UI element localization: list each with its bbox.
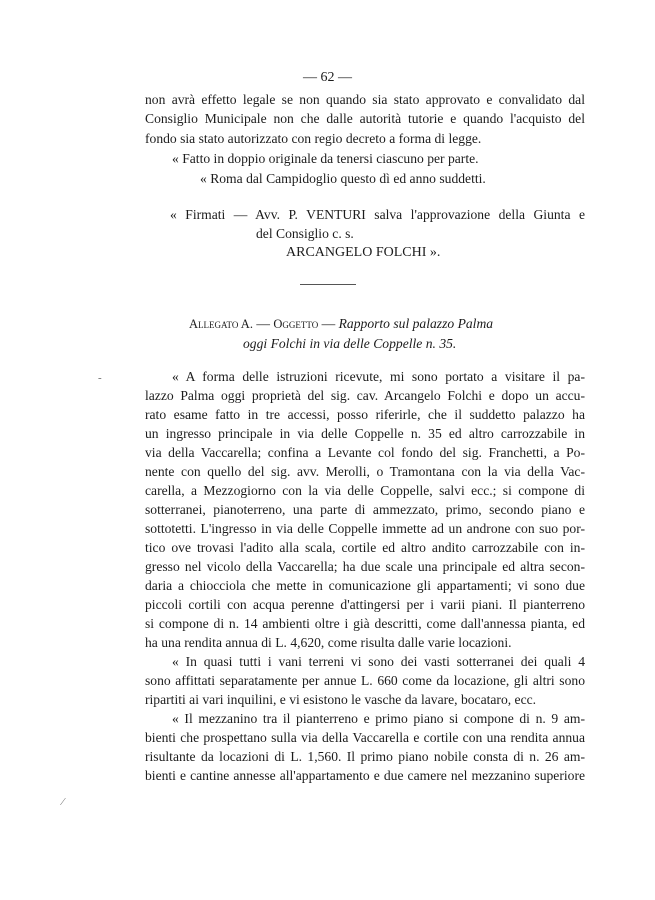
body-line: « Il mezzanino tra il pianterreno e primo piano si compone di n. 9 am- [172, 711, 585, 726]
clause-place: « Roma dal Campidoglio questo dì ed anno suddetti. [200, 171, 486, 186]
body-line: si compone di n. 14 ambienti oltre i già descritti, come dall'annessa pianta, ed [145, 616, 585, 631]
annex-object-label: Oggetto [273, 317, 319, 331]
signed-line-2: del Consiglio c. s. [256, 226, 354, 241]
body-line: lazzo Palma oggi proprietà del sig. cav. Arcangelo Folchi e dopo un accu- [145, 388, 585, 403]
margin-mark: ‐ [98, 372, 102, 384]
page-number: — 62 — [303, 70, 352, 85]
text-line: fondo sia stato autorizzato con regio decreto a forma di legge. [145, 131, 482, 146]
annex-heading [189, 315, 493, 333]
section-divider [300, 284, 356, 285]
clause-copies: « Fatto in doppio originale da tenersi ciascuno per parte. [172, 151, 479, 166]
body-line: sottotetti. L'ingresso in via delle Coppelle immette ad un androne con suo por- [145, 521, 585, 536]
annex-subject: Rapporto sul palazzo Palma [338, 316, 494, 331]
body-line: ha una rendita annua di L. 4,620, come risulta dalle varie locazioni. [145, 635, 512, 650]
body-line: sotterranei, pianoterreno, una parte di ammezzato, primo, secondo piano e [145, 502, 585, 517]
body-line: un ingresso principale in via delle Coppelle n. 35 ed altro carrozzabile in [145, 426, 585, 441]
annex-label: Allegato A. [189, 317, 253, 331]
body-line: daria a chiocciola che mette in comunicazione gli appartamenti; vi sono due [145, 578, 585, 593]
body-line: tico ove trovasi l'adito alla scala, cortile ed altro andito carrozzabile con in- [145, 540, 585, 555]
annex-subject-line-2: oggi Folchi in via delle Coppelle n. 35. [243, 336, 457, 351]
body-line: rato esame fatto in tre accessi, posso riferirle, che il suddetto palazzo ha [145, 407, 585, 422]
body-line: « In quasi tutti i vani terreni vi sono dei vasti sotterranei dei quali 4 [172, 654, 585, 669]
body-line: bienti che prospettano sulla via della Vaccarella e cortile con una rendita annua [145, 730, 585, 745]
annex-dash: — [256, 316, 270, 331]
body-line: sono affittati separatamente per annue L. 660 come da locazione, gli altri sono [145, 673, 585, 688]
body-line: gresso nel vicolo della Vaccarella; ha due scale una principale ed altra secon- [145, 559, 585, 574]
annex-dash: — [321, 316, 336, 331]
body-line: bienti e cantine annesse all'appartamento e due camere nel mezzanino superiore [145, 768, 585, 783]
signatory-name: ARCANGELO FOLCHI ». [286, 245, 441, 260]
body-line: nente con quello del sig. avv. Merolli, o Tramontana con la via della Vac- [145, 464, 585, 479]
text-line: non avrà effetto legale se non quando sia stato approvato e convalidato dal [145, 92, 585, 107]
body-line: piccoli cortili con acqua perenne d'attingersi per i varii piani. Il pianterreno [145, 597, 585, 612]
body-line: ripartiti ai vari inquilini, e vi esistono le vasche da lavare, bocataro, ecc. [145, 692, 537, 707]
body-line: carella, a Mezzogiorno con la via delle Coppelle, salvi ecc.; si compone di [145, 483, 585, 498]
margin-mark: ⁄ [62, 796, 64, 808]
signed-line-1: « Firmati — Avv. P. VENTURI salva l'approvazione della Giunta e [170, 207, 585, 222]
text-line: Consiglio Municipale non che dalle autorità tutorie e quando l'acquisto del [145, 111, 585, 126]
body-line: risultante da locazioni di L. 1,560. Il primo piano nobile consta di n. 26 am- [145, 749, 585, 764]
body-line: « A forma delle istruzioni ricevute, mi sono portato a visitare il pa- [172, 369, 585, 384]
body-line: via della Vaccarella; confina a Levante col fondo del sig. Franchetti, a Po- [145, 445, 585, 460]
